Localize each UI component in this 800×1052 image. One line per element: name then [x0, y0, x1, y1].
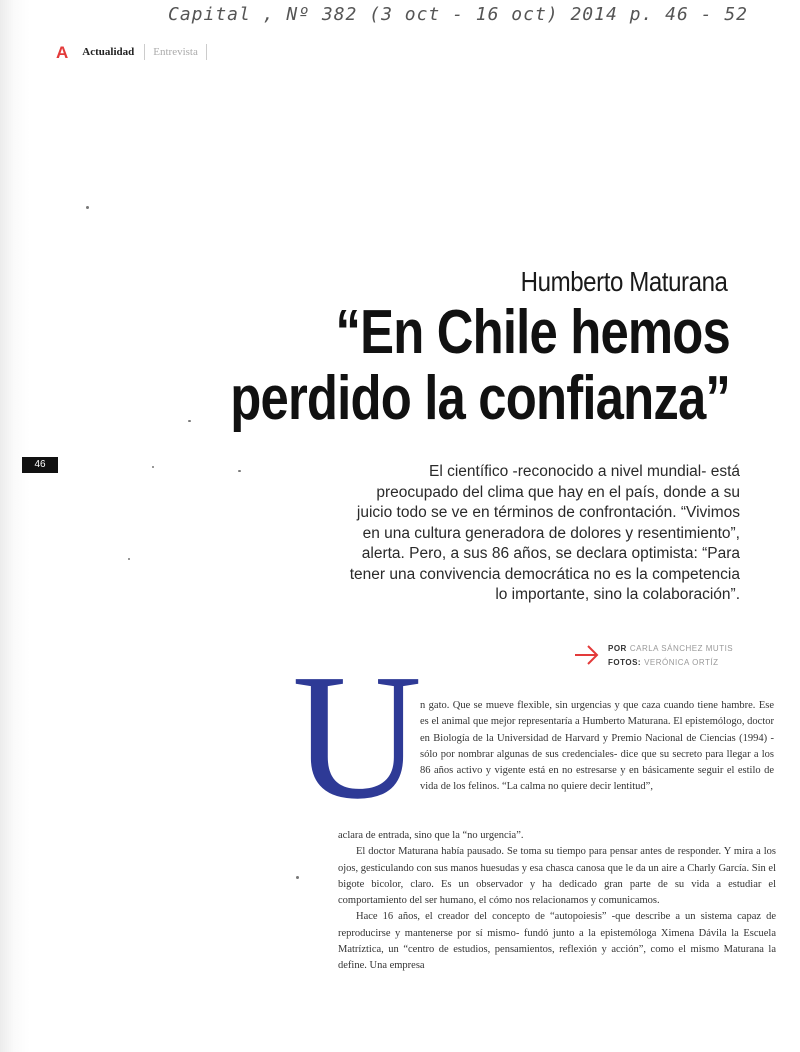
subsection-label: Entrevista: [144, 44, 207, 60]
body-text-column: [338, 828, 776, 975]
interviewee-name: Humberto Maturana: [521, 266, 728, 297]
headline-line: “En Chile hemos: [335, 298, 730, 367]
author-label: POR: [608, 644, 627, 653]
body-paragraph: El doctor Maturana había pausado. Se toma su tiempo para pensar antes de responder. Y mira a los ojos, gesticulando con sus manos huesudas y esa chasca canosa que le da un aire a Charly García. Sin el bigote bicolor, claro. Es un observador y ha dedicado gran parte de su vida a estudiar el comportamiento del ser humano, el cómo nos relacionamos y comunicamos.: [338, 846, 776, 907]
headline: [205, 300, 730, 432]
lede-line: en una cultura generadora de dolores y resentimiento”,: [362, 524, 740, 542]
body-first-paragraph: [420, 698, 774, 796]
lede-line: tener una convivencia democrática no es la competencia: [349, 565, 740, 583]
body-paragraph: n gato. Que se mueve flexible, sin urgencias y que caza cuando tiene hambre. Ese es el animal que mejor representaría a Humberto Maturana. El epistemólogo, doctor en Biología de la Universidad de Harvard y Premio Nacional de Ciencias (1994) -sólo por nombrar algunas de sus credenciales- dice que su secreto para llegar a los 86 años activo y vigente está en no estresarse y en básicamente seguir el estilo de vida de los felinos. “La calma no quiere decir lentitud”,: [420, 700, 774, 793]
handwritten-citation: Capital , Nº 382 (3 oct - 16 oct) 2014 p. 46 - 52: [168, 4, 749, 25]
drop-cap: U: [292, 637, 422, 836]
lede-line: preocupado del clima que hay en el país, donde a su: [376, 483, 740, 501]
lede-line: El científico -reconocido a nivel mundial- está: [428, 463, 740, 480]
photographer-name: VERÓNICA ORTÍZ: [644, 658, 719, 667]
lede-line: juicio todo se ve en términos de confrontación. “Vivimos: [356, 504, 740, 521]
page-number: 46: [22, 457, 58, 473]
lede-line: alerta. Pero, a sus 86 años, se declara optimista: “Para: [361, 545, 740, 562]
arrow-right-icon: [574, 642, 600, 668]
photo-credit: [608, 656, 774, 670]
section-label: Actualidad: [82, 46, 135, 58]
author-name: CARLA SÁNCHEZ MUTIS: [629, 644, 734, 653]
headline-line: perdido la confianza”: [230, 364, 730, 433]
section-header: [56, 40, 207, 64]
brand-mark-logo: A: [56, 42, 69, 62]
body-paragraph: Hace 16 años, el creador del concepto de “autopoiesis” -que describe a un sistema capaz de reproducirse y mantenerse por sí mismo- fundó junto a la epistemóloga Ximena Dávila la Escuela Matríztica, un “centro de estudios, pensamientos, reflexión y acción”, como el mismo Maturana la define. Una empresa: [338, 911, 776, 972]
body-paragraph-continued: aclara de entrada, sino que la “no urgencia”.: [338, 830, 524, 841]
byline-credits: [574, 642, 774, 670]
lede-line: lo importante, sino la colaboración”.: [495, 586, 740, 603]
author-credit: [608, 642, 774, 656]
lede-paragraph: [300, 462, 740, 606]
photo-label: FOTOS:: [608, 658, 642, 667]
